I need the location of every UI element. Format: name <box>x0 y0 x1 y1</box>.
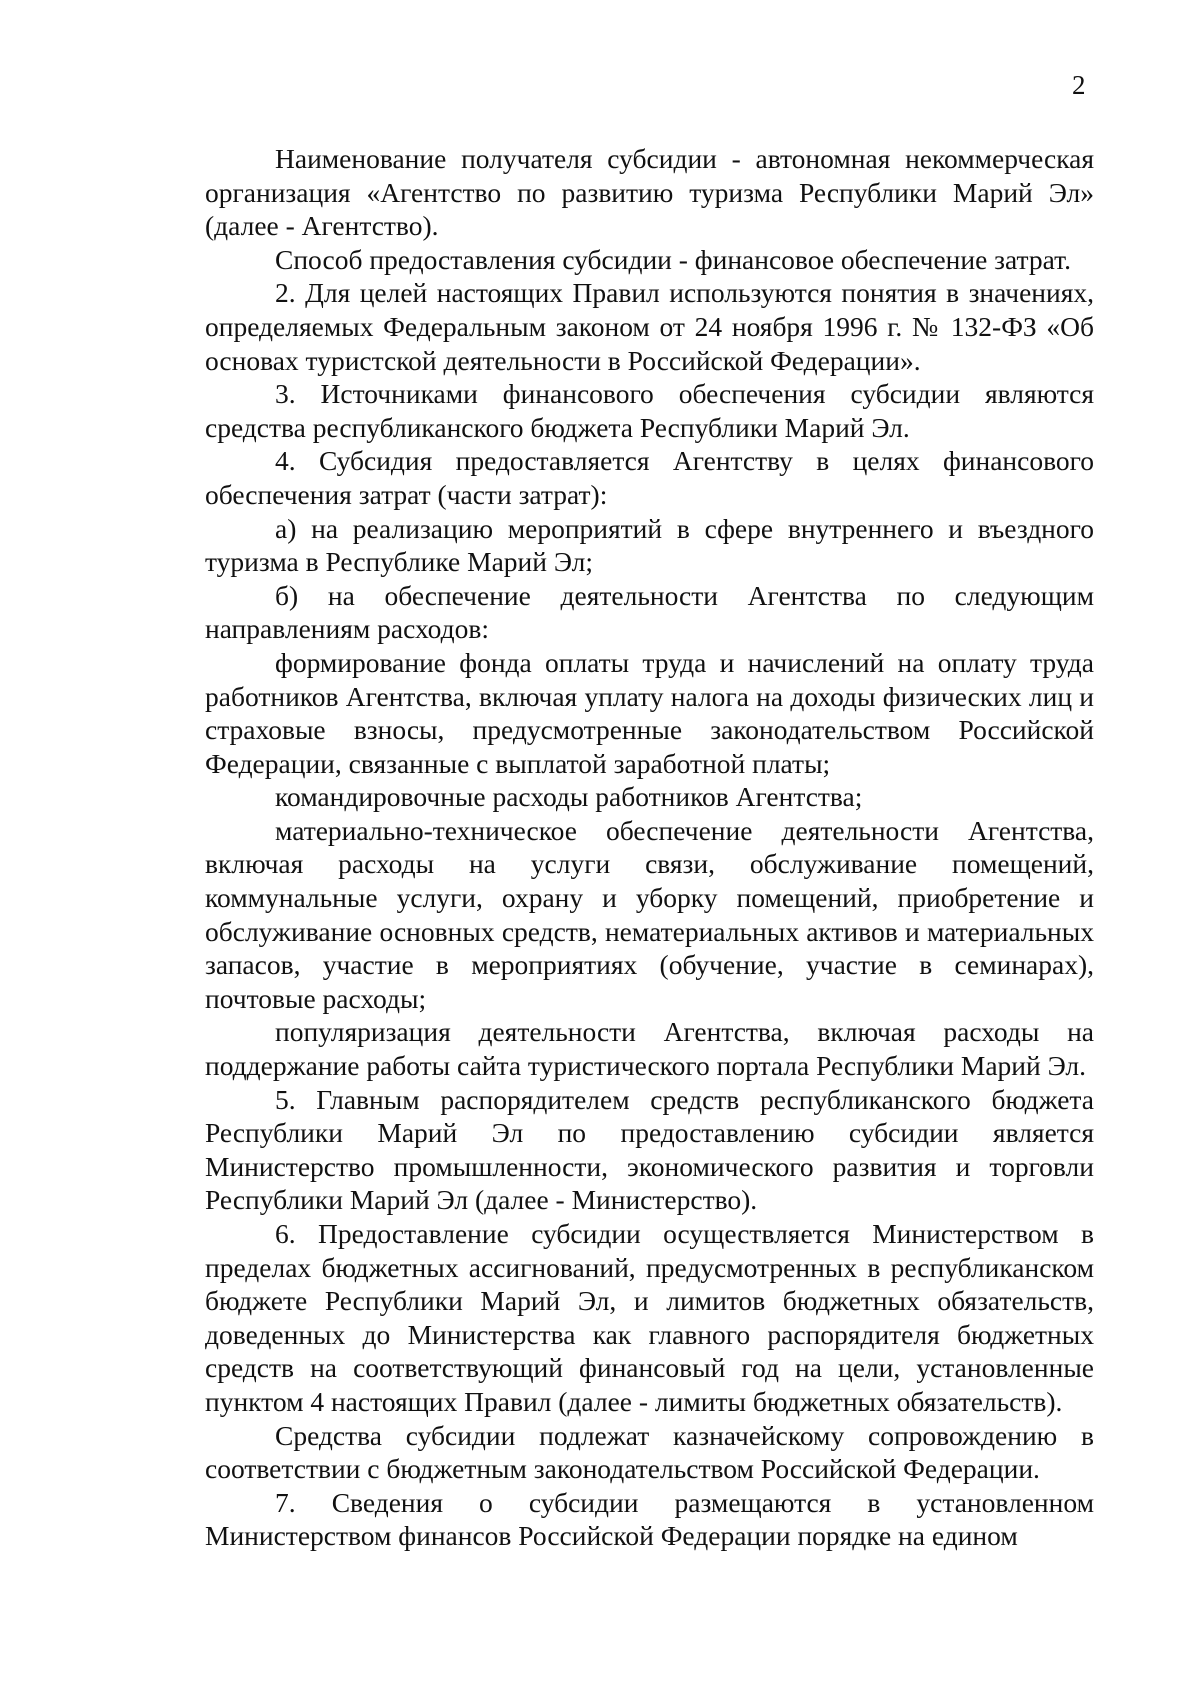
paragraph-popularization: популяризация деятельности Агентства, включая расходы на поддержание работы сайта туристического портала Республики Марий Эл. <box>205 1016 1094 1082</box>
paragraph-treasury-support: Средства субсидии подлежат казначейскому сопровождению в соответствии с бюджетным законодательством Российской Федерации. <box>205 1419 1094 1485</box>
page-number: 2 <box>1072 70 1086 100</box>
paragraph-item-5: 5. Главным распорядителем средств республиканского бюджета Республики Марий Эл по предоставлению субсидии является Министерство промышленности, экономического развития и торговли Республики Марий Эл (далее - Министерство). <box>205 1083 1094 1216</box>
paragraph-item-7: 7. Сведения о субсидии размещаются в установленном Министерством финансов Российской Федерации порядке на едином <box>205 1486 1094 1552</box>
paragraph-item-2: 2. Для целей настоящих Правил используются понятия в значениях, определяемых Федеральным законом от 24 ноября 1996 г. № 132-ФЗ «Об основах туристской деятельности в Российской Федерации». <box>205 277 1094 376</box>
paragraph-item-4a: а) на реализацию мероприятий в сфере внутреннего и въездного туризма в Республике Марий Эл; <box>205 512 1094 578</box>
paragraph-subsidy-method: Способ предоставления субсидии - финансовое обеспечение затрат. <box>275 243 1071 275</box>
paragraph-item-4: 4. Субсидия предоставляется Агентству в целях финансового обеспечения затрат (части затрат): <box>205 445 1094 510</box>
paragraph-item-6: 6. Предоставление субсидии осуществляется Министерством в пределах бюджетных ассигнований, предусмотренных в республиканском бюджете Республики Марий Эл, и лимитов бюджетных обязательств, доведенных до Министерства как главного распорядителя бюджетных средств на соответствующий финансовый год на цели, установленные пунктом 4 настоящих Правил (далее - лимиты бюджетных обязательств). <box>205 1218 1094 1417</box>
document-body <box>205 142 1094 1553</box>
paragraph-material-support: материально-техническое обеспечение деятельности Агентства, включая расходы на услуги связи, обслуживание помещений, коммунальные услуги, охрану и уборку помещений, приобретение и обслуживание основных средств, нематериальных активов и материальных запасов, участие в мероприятиях (обучение, участие в семинарах), почтовые расходы; <box>205 814 1094 1014</box>
paragraph-item-4b: б) на обеспечение деятельности Агентства по следующим направлениям расходов: <box>205 579 1094 645</box>
paragraph-travel-expenses: командировочные расходы работников Агентства; <box>275 781 863 813</box>
paragraph-recipient-name: Наименование получателя субсидии - автономная некоммерческая организация «Агентство по развитию туризма Республики Марий Эл» (далее - Агентство). <box>205 143 1094 242</box>
paragraph-item-3: 3. Источниками финансового обеспечения субсидии являются средства республиканского бюджета Республики Марий Эл. <box>205 378 1094 443</box>
paragraph-payroll-fund: формирование фонда оплаты труда и начислений на оплату труда работников Агентства, включая уплату налога на доходы физических лиц и страховые взносы, предусмотренные законодательством Российской Федерации, связанные с выплатой заработной платы; <box>205 646 1094 779</box>
